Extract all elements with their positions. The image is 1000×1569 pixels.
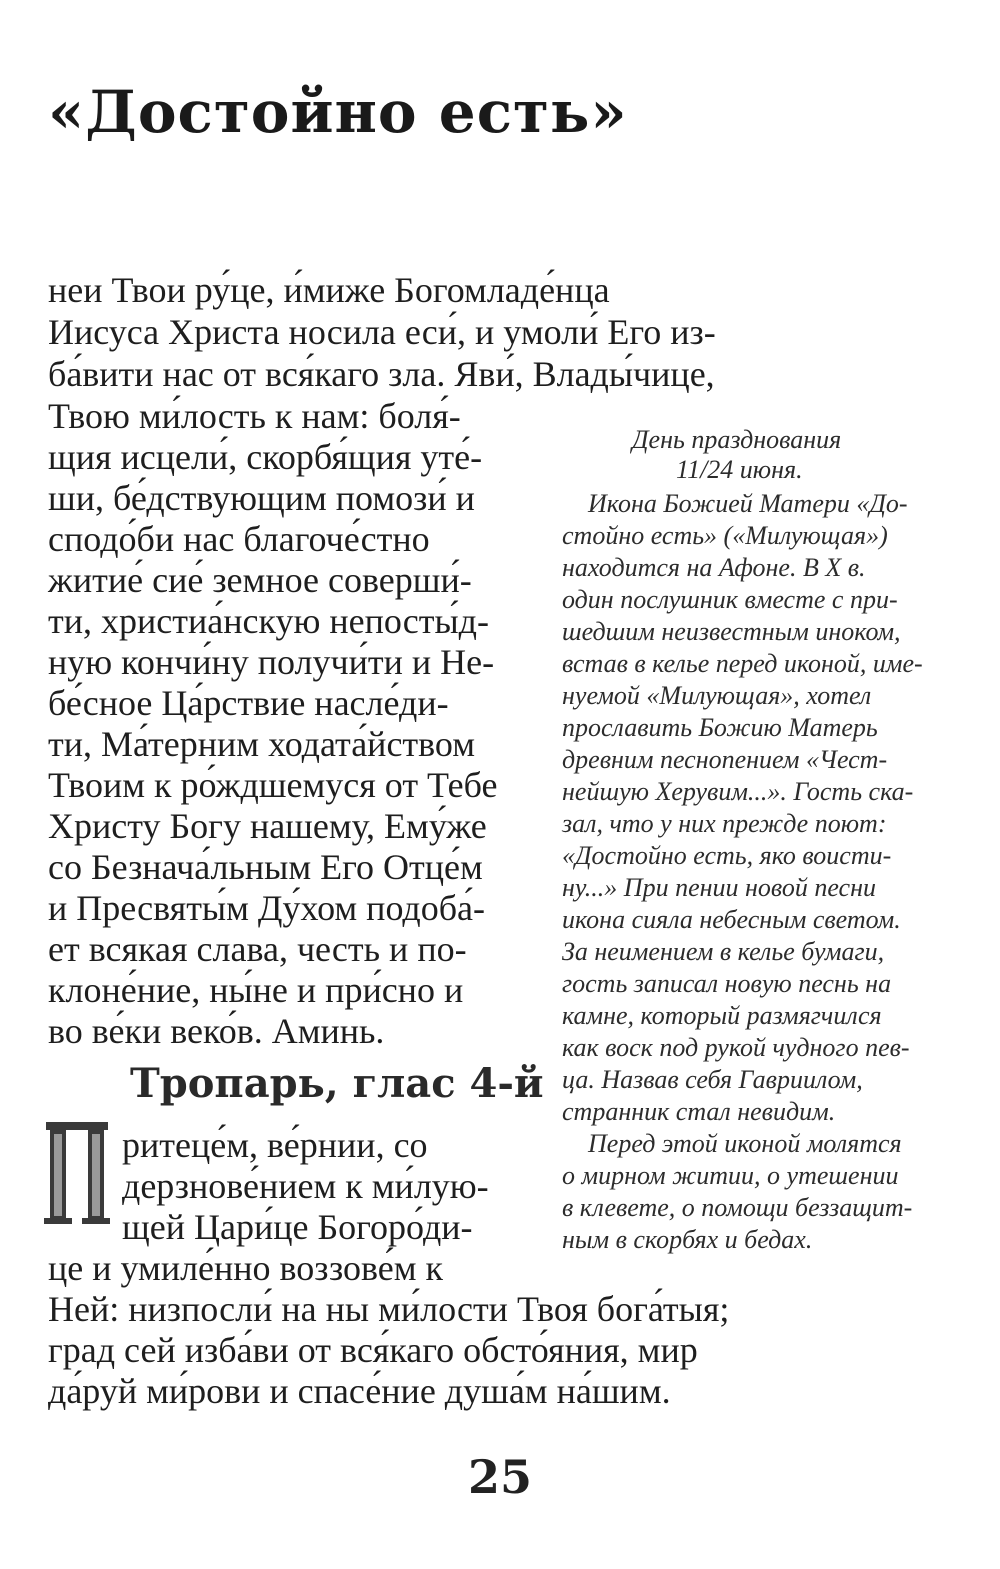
sidebar-line: один послушник вместе с при- [562,585,898,614]
sidebar-line: нуемой «Милующая», хотел [562,681,872,710]
prayer-line: неи Твои ру́це, и́миже Богомладе́нца [48,270,610,310]
troparion-line: Ней: низпосли́ на ны ми́лости Твоя бога́тыя; [48,1289,730,1329]
troparion-line: ритеце́м, ве́рнии, со [122,1125,428,1165]
sidebar-line: нейшую Херувим...». Гость ска- [562,777,914,806]
troparion-heading: Тропарь, глас 4-й [130,1060,544,1107]
dropcap-text: П [77,1174,81,1179]
prayer-line: и Пресвяты́м Ду́хом подоба́- [48,888,486,928]
prayer-line: ба́вити нас от вся́каго зла. Яви́, Влады́чице, [48,354,715,394]
page-number: 25 [467,1450,532,1504]
sidebar-line: находится на Афоне. В X в. [562,553,866,582]
prayer-line: Твоим к ро́ждшемуся от Тебе [48,765,498,805]
troparion-line: це и умиле́нно воззове́м к [48,1248,444,1288]
prayer-line: во ве́ки веко́в. Аминь. [48,1011,385,1051]
sidebar-line: ным в скорбях и бедах. [562,1225,813,1254]
sidebar-line: ца. Назвав себя Гавриилом, [562,1065,863,1094]
sidebar-line: древним песнопением «Чест- [562,745,888,774]
prayer-line: Твою ми́лость к нам: боля́- [48,396,461,436]
sidebar-line: «Достойно есть, яко воисти- [562,841,892,870]
sidebar-line: камне, который размягчился [562,1001,882,1030]
sidebar-line: Перед этой иконой молятся [588,1129,902,1158]
troparion-line: да́руй ми́рови и спасе́ние душа́м на́шим. [48,1371,671,1411]
prayer-line: бе́сное Ца́рствие насле́ди- [48,683,449,723]
sidebar-line: в клевете, о помощи беззащит- [562,1193,913,1222]
prayer-line: клоне́ние, ны́не и при́сно и [48,970,464,1010]
prayer-line: Христу Богу нашему, Ему́же [48,806,487,846]
sidebar-line: ну...» При пении новой песни [562,873,876,902]
sidebar-line: зал, что у них прежде поют: [562,809,887,838]
sidebar-line: встав в келье перед иконой, име- [562,649,923,678]
sidebar-line: шедшим неизвестным иноком, [562,617,901,646]
page-title: «Достойно есть» [48,78,628,146]
troparion-line: щей Цари́це Богоро́ди- [122,1207,473,1247]
prayer-line: ши, бе́дствующим помози́ и [48,478,475,518]
troparion-line: град сей изба́ви от вся́каго обсто́яния, мир [48,1330,698,1370]
prayer-line: ную кончи́ну получи́ти и Не- [48,642,495,682]
sidebar-line: Икона Божией Матери «До- [588,489,908,518]
prayer-line: ет всякая слава, честь и по- [48,929,467,969]
prayer-line: сподо́би нас благоче́стно [48,519,430,559]
sidebar-line: как воск под рукой чудного пев- [562,1033,910,1062]
prayer-line: ти, Ма́терним ходата́йством [48,724,476,764]
sidebar-line: о мирном житии, о утешении [562,1161,899,1190]
troparion-line: дерзнове́нием к ми́лую- [122,1166,489,1206]
sidebar-line: 11/24 июня. [676,455,803,484]
dropcap-letter [44,1118,110,1226]
prayer-line: со Безнача́льным Его Отце́м [48,847,483,887]
sidebar-line: День празднования [632,425,842,454]
sidebar-line: прославить Божию Матерь [562,713,878,742]
prayer-line: Иисуса Христа носила еси́, и умоли́ Его из- [48,312,716,352]
sidebar-line: икона сияла небесным светом. [562,905,901,934]
prayer-line: щия исцели́, скорбя́щия уте́- [48,437,483,477]
prayer-line: ти, христиа́нскую непосты́д- [48,601,489,641]
prayer-line: житие́ сие́ земное соверши́- [48,560,472,600]
sidebar-line: За неимением в келье бумаги, [562,937,885,966]
sidebar-line: странник стал невидим. [562,1097,836,1126]
sidebar-line: гость записал новую песнь на [562,969,892,998]
sidebar-line: стойно есть» («Милующая») [562,521,888,550]
